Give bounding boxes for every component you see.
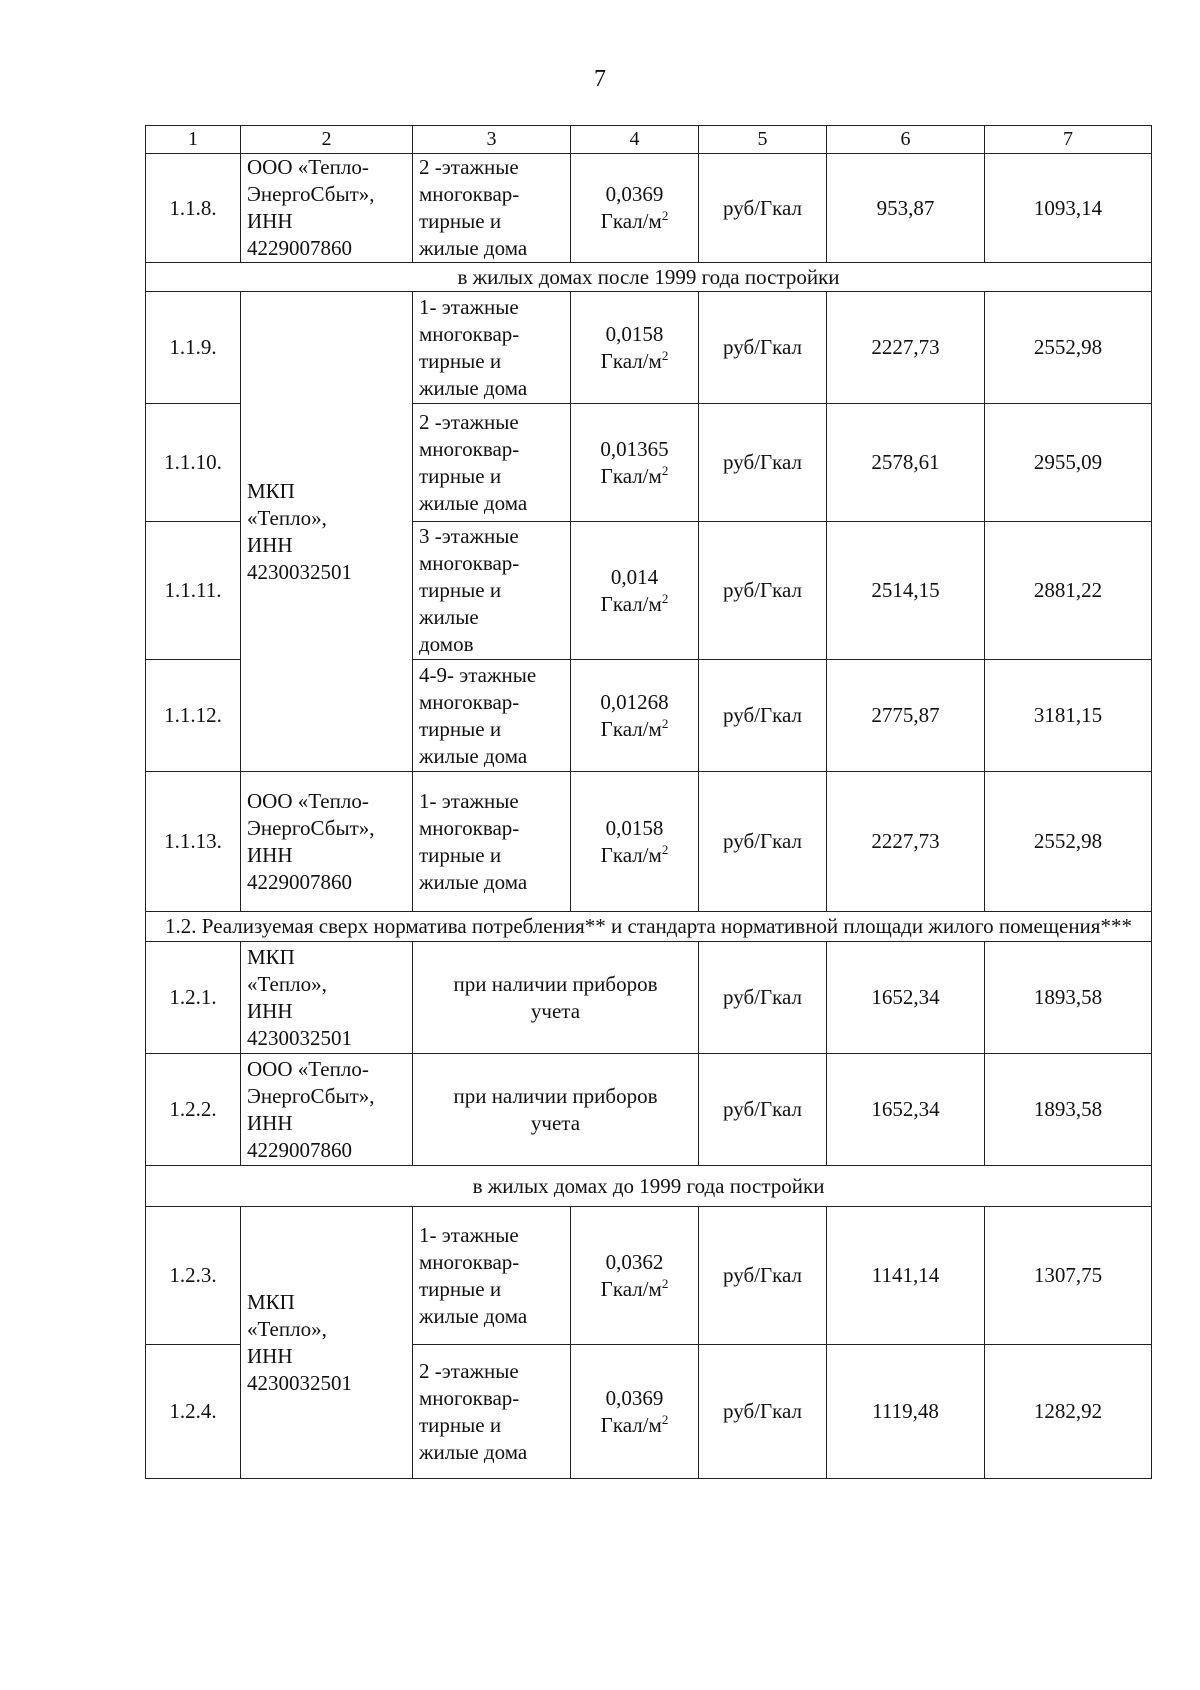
header-cell: 2 — [241, 126, 413, 154]
tariff-value-6: 2227,73 — [827, 292, 985, 404]
unit: руб/Гкал — [699, 942, 827, 1054]
unit: руб/Гкал — [699, 1207, 827, 1345]
tariff-value-7: 1093,14 — [985, 154, 1152, 263]
header-cell: 4 — [571, 126, 699, 154]
row-number: 1.1.8. — [146, 154, 241, 263]
tariff-value-7: 1893,58 — [985, 942, 1152, 1054]
unit: руб/Гкал — [699, 292, 827, 404]
norm-cell — [571, 404, 699, 522]
organization: ООО «Тепло- ЭнергоСбыт», ИНН 4229007860 — [241, 772, 413, 912]
page-number: 7 — [594, 66, 606, 92]
norm-unit: Гкал/м — [600, 716, 662, 741]
norm-unit: Гкал/м — [600, 463, 662, 488]
unit: руб/Гкал — [699, 522, 827, 660]
section-heading: 1.2. Реализуемая сверх норматива потребления** и стандарта нормативной площади жилого помещения*** — [146, 912, 1152, 942]
table-row — [146, 292, 1152, 404]
norm-value: 0,0369 — [605, 1385, 664, 1410]
metering-condition: при наличии приборов учета — [413, 942, 699, 1054]
building-type: 2 -этажные многоквар- тирные и жилые дома — [413, 154, 571, 263]
row-number: 1.1.9. — [146, 292, 241, 404]
row-number: 1.2.3. — [146, 1207, 241, 1345]
norm-unit-exponent: 2 — [661, 462, 669, 478]
tariff-value-7: 1282,92 — [985, 1345, 1152, 1479]
unit: руб/Гкал — [699, 1054, 827, 1166]
separator-row — [146, 263, 1152, 292]
norm-value: 0,0158 — [605, 321, 664, 346]
building-type: 4-9- этажные многоквар- тирные и жилые дома — [413, 660, 571, 772]
row-number: 1.2.4. — [146, 1345, 241, 1479]
norm-unit: Гкал/м — [600, 1412, 662, 1437]
norm-value: 0,01365 — [600, 436, 669, 461]
tariff-value-6: 1119,48 — [827, 1345, 985, 1479]
building-type: 1- этажные многоквар- тирные и жилые дома — [413, 1207, 571, 1345]
norm-value: 0,0158 — [605, 815, 664, 840]
tariff-value-7: 1893,58 — [985, 1054, 1152, 1166]
norm-unit-exponent: 2 — [661, 590, 669, 606]
organization: МКП «Тепло», ИНН 4230032501 — [241, 942, 413, 1054]
norm-cell — [571, 660, 699, 772]
building-type: 2 -этажные многоквар- тирные и жилые дома — [413, 1345, 571, 1479]
tariff-value-6: 1652,34 — [827, 1054, 985, 1166]
norm-cell — [571, 1345, 699, 1479]
norm-value: 0,01268 — [600, 689, 669, 714]
tariff-value-6: 1652,34 — [827, 942, 985, 1054]
tariff-value-6: 1141,14 — [827, 1207, 985, 1345]
table-row — [146, 1207, 1152, 1345]
unit: руб/Гкал — [699, 1345, 827, 1479]
norm-value: 0,0369 — [605, 182, 664, 206]
unit: руб/Гкал — [699, 772, 827, 912]
tariff-value-6: 2775,87 — [827, 660, 985, 772]
organization: ООО «Тепло- ЭнергоСбыт», ИНН 4229007860 — [241, 154, 413, 263]
row-number: 1.1.11. — [146, 522, 241, 660]
building-type: 2 -этажные многоквар- тирные и жилые дома — [413, 404, 571, 522]
norm-unit-exponent: 2 — [661, 1411, 669, 1427]
norm-unit-exponent: 2 — [661, 208, 669, 223]
unit: руб/Гкал — [699, 660, 827, 772]
organization: ООО «Тепло- ЭнергоСбыт», ИНН 4229007860 — [241, 1054, 413, 1166]
row-number: 1.1.12. — [146, 660, 241, 772]
norm-cell — [571, 522, 699, 660]
building-type: 1- этажные многоквар- тирные и жилые дома — [413, 772, 571, 912]
building-type: 3 -этажные многоквар- тирные и жилые домов — [413, 522, 571, 660]
norm-cell — [571, 154, 699, 263]
tariff-value-7: 2955,09 — [985, 404, 1152, 522]
row-number: 1.1.13. — [146, 772, 241, 912]
separator-text: в жилых домах до 1999 года постройки — [146, 1166, 1152, 1207]
norm-unit-exponent: 2 — [661, 715, 669, 731]
table-row — [146, 942, 1152, 1054]
tariff-value-6: 953,87 — [827, 154, 985, 263]
separator-text: в жилых домах после 1999 года постройки — [146, 263, 1152, 292]
header-cell: 5 — [699, 126, 827, 154]
tariff-value-7: 2881,22 — [985, 522, 1152, 660]
header-cell: 1 — [146, 126, 241, 154]
header-row — [146, 126, 1152, 154]
norm-unit: Гкал/м — [600, 1276, 662, 1301]
norm-cell — [571, 772, 699, 912]
tariff-value-7: 2552,98 — [985, 772, 1152, 912]
organization: МКП «Тепло», ИНН 4230032501 — [241, 1207, 413, 1479]
tariff-table — [145, 125, 1152, 1479]
table-row — [146, 154, 1152, 263]
tariff-value-6: 2514,15 — [827, 522, 985, 660]
norm-unit: Гкал/м — [600, 348, 662, 373]
row-number: 1.1.10. — [146, 404, 241, 522]
table-row — [146, 1054, 1152, 1166]
tariff-value-7: 1307,75 — [985, 1207, 1152, 1345]
organization: МКП «Тепло», ИНН 4230032501 — [241, 292, 413, 772]
separator-row — [146, 1166, 1152, 1207]
norm-value: 0,0362 — [605, 1249, 664, 1274]
norm-value: 0,014 — [610, 564, 659, 589]
header-cell: 7 — [985, 126, 1152, 154]
unit: руб/Гкал — [699, 404, 827, 522]
header-cell: 3 — [413, 126, 571, 154]
norm-unit-exponent: 2 — [661, 1275, 669, 1291]
norm-cell — [571, 1207, 699, 1345]
norm-unit-exponent: 2 — [661, 841, 669, 857]
table-row — [146, 772, 1152, 912]
section-row — [146, 912, 1152, 942]
row-number: 1.2.2. — [146, 1054, 241, 1166]
tariff-value-6: 2227,73 — [827, 772, 985, 912]
tariff-value-7: 2552,98 — [985, 292, 1152, 404]
building-type: 1- этажные многоквар- тирные и жилые дома — [413, 292, 571, 404]
metering-condition: при наличии приборов учета — [413, 1054, 699, 1166]
norm-unit: Гкал/м — [600, 842, 662, 867]
tariff-value-7: 3181,15 — [985, 660, 1152, 772]
norm-unit: Гкал/м — [600, 591, 662, 616]
header-cell: 6 — [827, 126, 985, 154]
norm-unit: Гкал/м — [600, 209, 662, 233]
tariff-value-6: 2578,61 — [827, 404, 985, 522]
norm-unit-exponent: 2 — [661, 347, 669, 363]
row-number: 1.2.1. — [146, 942, 241, 1054]
norm-cell — [571, 292, 699, 404]
unit: руб/Гкал — [699, 154, 827, 263]
